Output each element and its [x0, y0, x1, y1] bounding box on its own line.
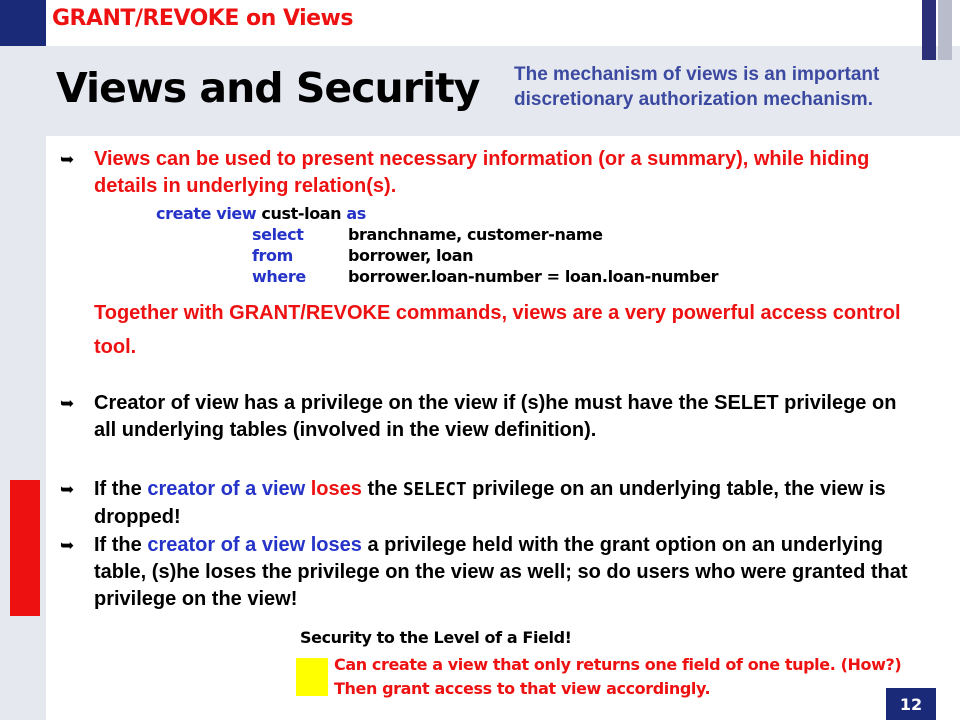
arrow-bullet-icon: ➥	[60, 480, 75, 500]
code-view-name: cust-loan	[261, 204, 342, 223]
code-keyword: select	[252, 225, 304, 244]
text-run: privilege on an underlying table, the view is dropped!	[94, 478, 886, 528]
bullet-2-text: Creator of view has a privilege on the view if (s)he must have the SELET privilege on all underlying tables (involved in the view definition).	[94, 392, 897, 441]
text-run-mono: SELECT	[403, 480, 467, 500]
arrow-bullet-icon: ➥	[60, 536, 75, 556]
code-line-4	[252, 266, 718, 287]
code-line-2	[252, 224, 603, 245]
field-security-line-1: Can create a view that only returns one field of one tuple. (How?)	[334, 655, 902, 674]
text-run: a privilege held with the grant option on an underlying table, (s)he loses the privilege on the view as well; so do users who were granted that privilege on the view!	[94, 534, 908, 610]
code-keyword: create view	[156, 204, 257, 223]
text-run-blue: creator of a view loses	[147, 534, 362, 556]
field-security-title: Security to the Level of a Field!	[300, 628, 572, 647]
text-run-blue: creator of a view	[147, 478, 306, 500]
code-keyword: as	[346, 204, 366, 223]
decor-bar-dark	[922, 0, 936, 60]
page-number: 12	[886, 688, 936, 720]
code-text: borrower.loan-number = loan.loan-number	[348, 267, 719, 286]
code-keyword: where	[252, 267, 306, 286]
code-text: branchname, customer-name	[348, 225, 603, 244]
red-accent-bar	[10, 480, 40, 616]
code-line-3	[252, 245, 473, 266]
bullet-4-text	[94, 532, 924, 613]
code-text: borrower, loan	[348, 246, 474, 265]
arrow-bullet-icon: ➥	[60, 150, 75, 170]
decor-bar-light	[938, 0, 952, 60]
text-run: the	[361, 478, 404, 500]
field-security-line-2: Then grant access to that view accordingly.	[334, 679, 711, 698]
arrow-bullet-icon: ➥	[60, 394, 75, 414]
text-run: If the	[94, 478, 148, 500]
text-run: If the	[94, 534, 148, 556]
text-run-red: loses	[310, 478, 362, 500]
bullet-1-followup: Together with GRANT/REVOKE commands, views are a very powerful access control tool.	[94, 302, 901, 358]
yellow-highlight-box	[296, 658, 328, 696]
slide-title: Views and Security	[56, 64, 480, 112]
corner-block	[0, 0, 46, 46]
section-title: GRANT/REVOKE on Views	[52, 6, 353, 31]
left-stripe	[0, 46, 46, 720]
code-line-1	[156, 203, 366, 224]
header-note: The mechanism of views is an important discretionary authorization mechanism.	[514, 64, 880, 110]
bullet-3-text	[94, 476, 914, 531]
code-keyword: from	[252, 246, 293, 265]
bullet-1-text: Views can be used to present necessary information (or a summary), while hiding details in underlying relation(s).	[94, 148, 870, 197]
